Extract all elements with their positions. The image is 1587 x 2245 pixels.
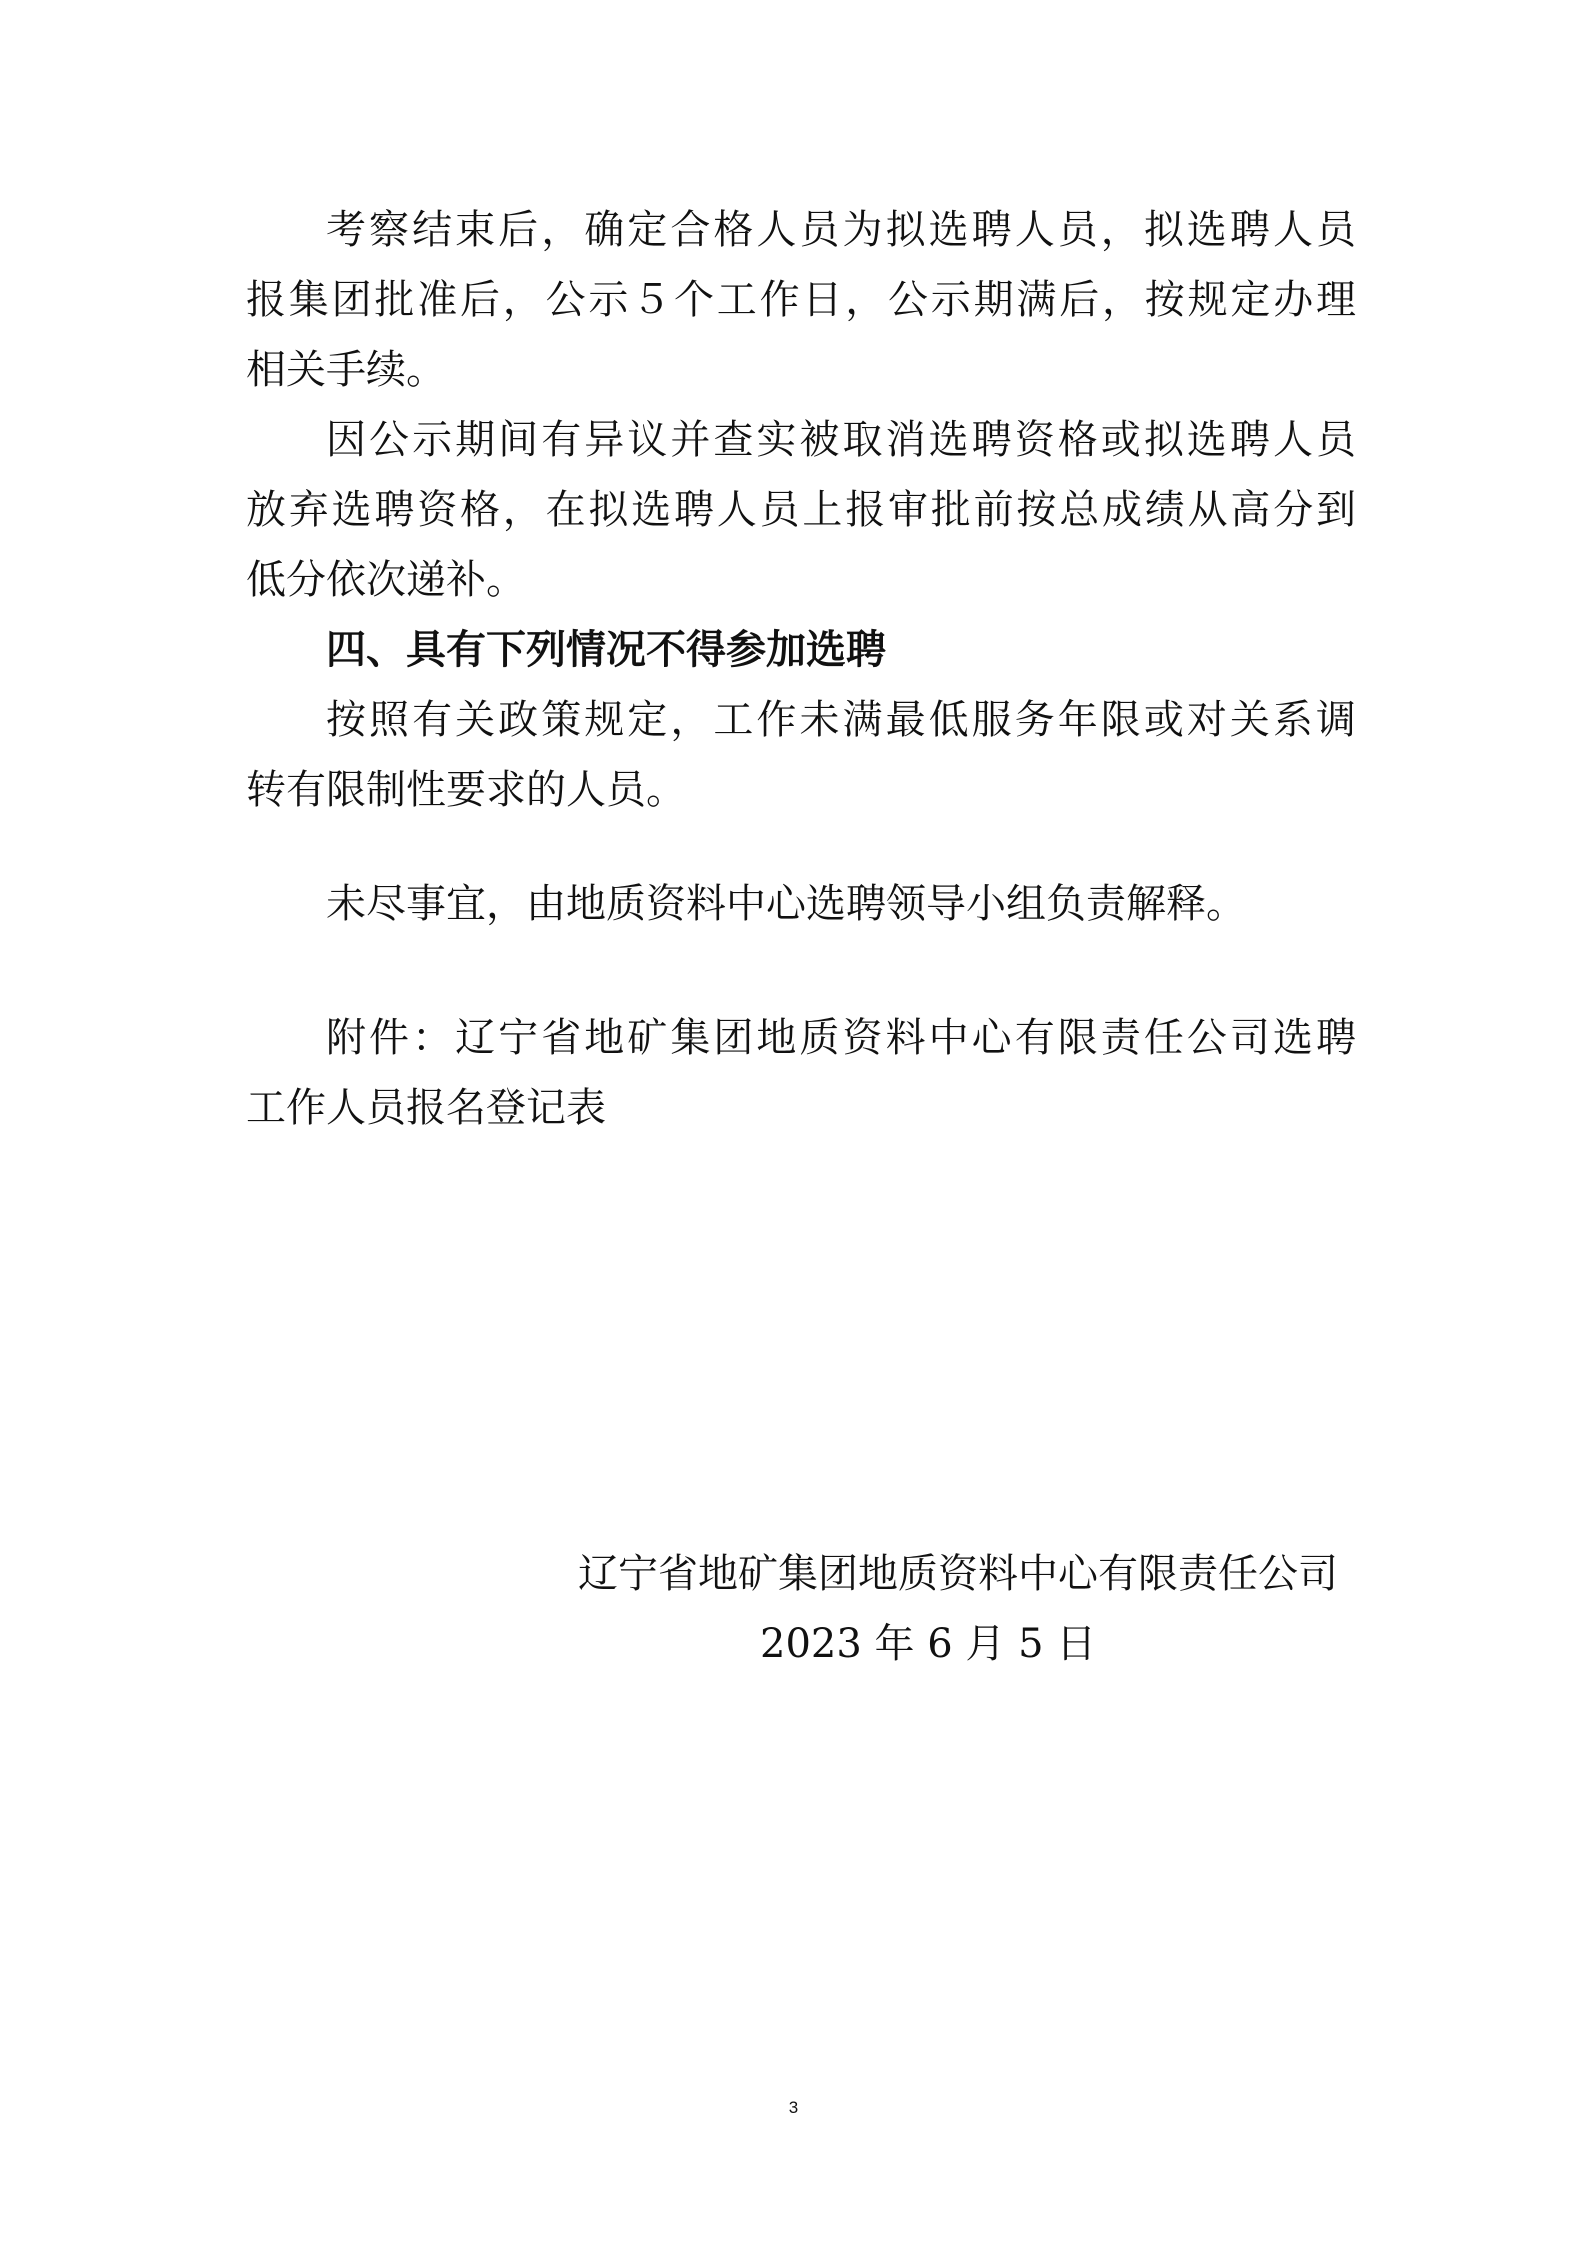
paragraph-2-line-3: 低分依次递补。 <box>246 557 526 603</box>
paragraph-1-line-1: 考察结束后，确定合格人员为拟选聘人员，拟选聘人员 <box>326 207 1356 253</box>
paragraph-2-line-2: 放弃选聘资格，在拟选聘人员上报审批前按总成绩从高分到 <box>246 487 1356 533</box>
attachment-line-2: 工作人员报名登记表 <box>246 1085 606 1131</box>
paragraph-1-line-3: 相关手续。 <box>246 347 446 393</box>
paragraph-4: 未尽事宜，由地质资料中心选聘领导小组负责解释。 <box>326 881 1246 927</box>
paragraph-2-line-1: 因公示期间有异议并查实被取消选聘资格或拟选聘人员 <box>326 417 1356 463</box>
paragraph-3-line-1: 按照有关政策规定，工作未满最低服务年限或对关系调 <box>326 697 1356 743</box>
signature-organization: 辽宁省地矿集团地质资料中心有限责任公司 <box>578 1551 1338 1597</box>
paragraph-3-line-2: 转有限制性要求的人员。 <box>246 767 686 813</box>
page-number: 3 <box>788 2098 799 2117</box>
section-heading: 四、具有下列情况不得参加选聘 <box>326 626 886 673</box>
paragraph-1-line-2: 报集团批准后，公示５个工作日，公示期满后，按规定办理 <box>246 277 1356 323</box>
signature-date: 2023 年 6 月 5 日 <box>760 1621 1097 1667</box>
attachment-line-1: 附件：辽宁省地矿集团地质资料中心有限责任公司选聘 <box>326 1015 1356 1061</box>
